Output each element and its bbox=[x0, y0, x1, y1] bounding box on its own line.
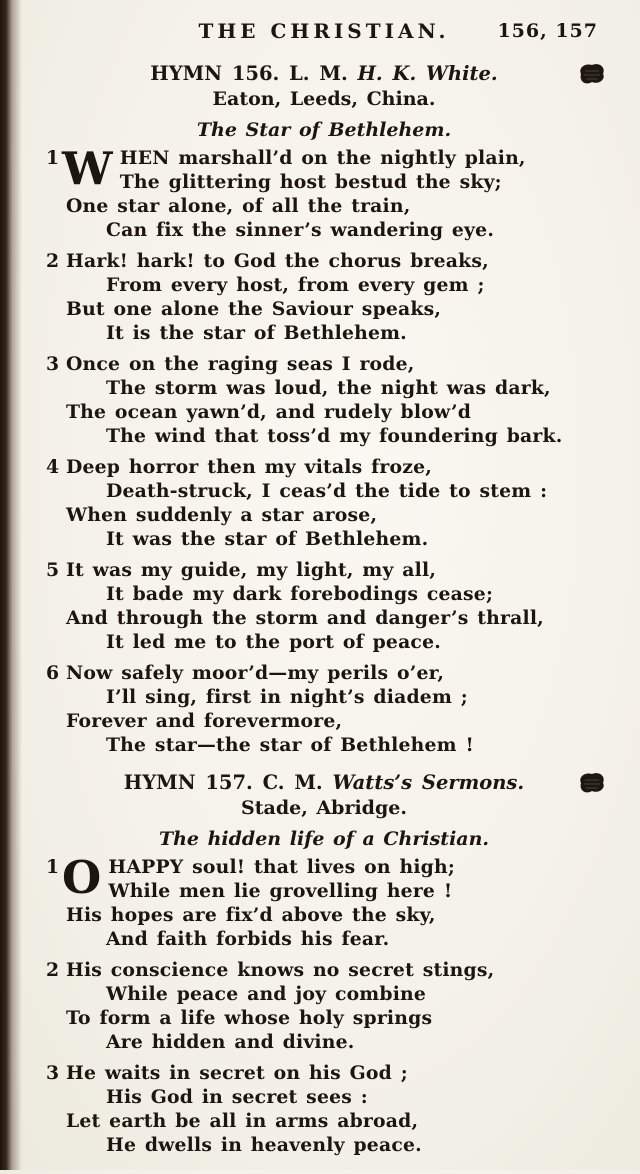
stanza-line: The ocean yawn’d, and rudely blow’d bbox=[66, 401, 472, 423]
stanza-line: When suddenly a star arose, bbox=[66, 504, 378, 526]
stanza-line: It led me to the port of peace. bbox=[106, 631, 441, 653]
stanza-line: While peace and joy combine bbox=[106, 983, 427, 1005]
tune-ornament-icon bbox=[576, 62, 608, 86]
stanza-line: It is the star of Bethlehem. bbox=[106, 322, 407, 344]
stanza-line: Forever and forevermore, bbox=[66, 710, 343, 732]
stanza-line: His God in secret sees : bbox=[106, 1086, 368, 1108]
stanza bbox=[46, 558, 602, 654]
stanza bbox=[46, 958, 602, 1054]
stanza bbox=[46, 352, 602, 448]
stanza-line: While men lie grovelling here ! bbox=[108, 880, 453, 902]
stanza bbox=[46, 1061, 602, 1157]
stanza bbox=[46, 455, 602, 551]
running-head bbox=[46, 18, 602, 48]
stanza-line: His conscience knows no secret stings, bbox=[66, 959, 495, 981]
hymn-meter: C. M. bbox=[262, 771, 333, 794]
stanza bbox=[46, 249, 602, 345]
stanza-line: It was my guide, my light, my all, bbox=[66, 559, 437, 581]
stanza-line: One star alone, of all the train, bbox=[66, 195, 411, 217]
stanza-line: Can fix the sinner’s wandering eye. bbox=[106, 219, 495, 241]
hymn-subtitle: The Star of Bethlehem. bbox=[196, 119, 452, 141]
stanza-number: 1 bbox=[46, 147, 60, 169]
stanza-line: To form a life whose holy springs bbox=[66, 1007, 433, 1029]
stanza-line: From every host, from every gem ; bbox=[106, 274, 485, 296]
hymn-tunes: Eaton, Leeds, China. bbox=[212, 88, 436, 110]
hymn-section bbox=[46, 61, 602, 757]
stanza-line: Hark! hark! to God the chorus breaks, bbox=[66, 250, 489, 272]
hymn-number: HYMN 156. bbox=[150, 62, 290, 85]
stanza-line: It was the star of Bethlehem. bbox=[106, 528, 429, 550]
stanza-line: Are hidden and divine. bbox=[106, 1031, 355, 1053]
stanza-line: His hopes are fix’d above the sky, bbox=[66, 904, 436, 926]
dropcap-letter: O bbox=[62, 851, 102, 904]
stanza-number: 4 bbox=[46, 456, 60, 478]
hymns-container bbox=[46, 61, 602, 1157]
dropcap-letter: W bbox=[62, 142, 113, 195]
hymn-heading bbox=[46, 770, 602, 796]
page-title: THE CHRISTIAN. bbox=[198, 19, 450, 43]
stanza-line: Let earth be all in arms abroad, bbox=[66, 1110, 419, 1132]
stanza-number: 1 bbox=[46, 856, 60, 878]
stanza-line: The wind that toss’d my foundering bark. bbox=[106, 425, 563, 447]
hymn-section bbox=[46, 770, 602, 1157]
hymn-meter: L. M. bbox=[289, 62, 358, 85]
stanza-line: He waits in secret on his God ; bbox=[66, 1062, 408, 1084]
stanza-line: I’ll sing, first in night’s diadem ; bbox=[106, 686, 468, 708]
stanza bbox=[46, 661, 602, 757]
hymn-number: HYMN 157. bbox=[123, 771, 263, 794]
stanza-line: Now safely moor’d—my perils o’er, bbox=[66, 662, 445, 684]
stanza-line: He dwells in heavenly peace. bbox=[106, 1134, 422, 1156]
hymn-source: Watts’s Sermons. bbox=[332, 771, 525, 794]
stanza-number: 6 bbox=[46, 662, 60, 684]
stanza-line: HEN marshall’d on the nightly plain, bbox=[119, 147, 526, 169]
stanza-line: Once on the raging seas I rode, bbox=[66, 353, 415, 375]
hymn-heading bbox=[46, 61, 602, 87]
stanza-line: Deep horror then my vitals froze, bbox=[66, 456, 432, 478]
stanza-line: The glittering host bestud the sky; bbox=[119, 171, 502, 193]
hymn-tunes: Stade, Abridge. bbox=[241, 797, 407, 819]
page-numbers: 156, 157 bbox=[497, 20, 598, 42]
stanza-number: 3 bbox=[46, 353, 60, 375]
stanza-number: 2 bbox=[46, 250, 60, 272]
stanza-number: 3 bbox=[46, 1062, 60, 1084]
stanza-number: 2 bbox=[46, 959, 60, 981]
stanza-number: 5 bbox=[46, 559, 60, 581]
stanza-line: And faith forbids his fear. bbox=[106, 928, 390, 950]
stanza-line: The storm was loud, the night was dark, bbox=[106, 377, 551, 399]
tune-ornament-icon bbox=[576, 771, 608, 795]
stanza-line: HAPPY soul! that lives on high; bbox=[108, 856, 455, 878]
stanza-line: And through the storm and danger’s thrall, bbox=[66, 607, 544, 629]
hymn-source: H. K. White. bbox=[357, 62, 498, 85]
stanza bbox=[46, 851, 602, 951]
stanza-line: The star—the star of Bethlehem ! bbox=[106, 734, 474, 756]
stanza-line: It bade my dark forebodings cease; bbox=[106, 583, 494, 605]
stanza-line: But one alone the Saviour speaks, bbox=[66, 298, 442, 320]
stanza-line: Death-struck, I ceas’d the tide to stem : bbox=[106, 480, 548, 502]
hymn-subtitle: The hidden life of a Christian. bbox=[158, 828, 490, 850]
stanza bbox=[46, 142, 602, 242]
